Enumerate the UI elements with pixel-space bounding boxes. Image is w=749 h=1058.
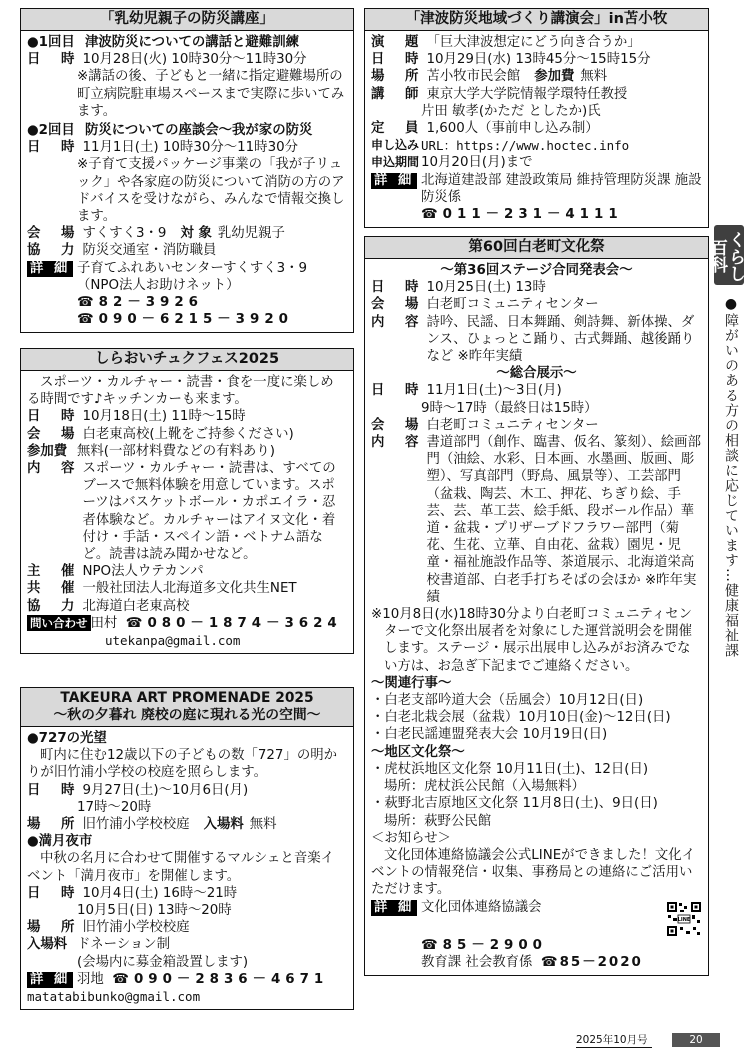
phone-number: ☎85－2900 xyxy=(421,937,547,953)
phone-number: ☎011－231－4111 xyxy=(421,207,623,223)
date-text: 10月18日(土) 11時～15時 xyxy=(82,409,246,425)
label: 会 場 xyxy=(27,226,83,242)
label: 演 題 xyxy=(371,35,427,50)
disaster-course-box xyxy=(20,8,354,333)
label: 共 催 xyxy=(27,581,83,597)
label: 入場料 xyxy=(27,937,68,953)
label: 会 場 xyxy=(27,426,83,442)
session-number: ●1回目 xyxy=(27,35,75,50)
label: 日 時 xyxy=(371,280,427,296)
label: 対 象 xyxy=(180,226,212,242)
label: 日 時 xyxy=(27,140,83,156)
info-text: 文化団体連絡協議会公式LINEができました！文化イベントの情報発信・収集、事務局との連絡にご活用いただけます。 xyxy=(371,847,696,898)
label: 講 師 xyxy=(371,86,427,102)
info-title: ＜お知らせ＞ xyxy=(371,830,451,846)
label: 日 時 xyxy=(27,782,83,798)
date-text: 11月1日(土)～3日(月) xyxy=(426,383,562,399)
detail-chip: 詳 細 xyxy=(371,900,417,916)
deadline-text: 10月20日(月)まで xyxy=(421,155,533,171)
side-notice-text: ●障がいのある方の相談に応じています…健康福祉課 xyxy=(723,296,739,658)
content-text: 詩吟、民謡、日本舞踊、剣詩舞、新体操、ダンス、ひょっとこ踊り、古式舞踊、越後踊り など ※昨年実績 xyxy=(426,314,695,365)
email-text: matatabibunko@gmail.com xyxy=(27,989,201,1005)
intro-text: 中秋の名月に合わせて開催するマルシェと音楽イベント「満月夜市」を開催します。 xyxy=(27,851,334,884)
list-item: ・萩野北吉原地区文化祭 11月8日(土)、9日(日) xyxy=(371,796,658,812)
fee-text: 無料 xyxy=(249,817,277,833)
place-text: 場所：萩野公民館 xyxy=(384,813,492,829)
fee-note: (会場内に募金箱設置します) xyxy=(77,954,249,970)
coop-text: 防災交通室・消防職員 xyxy=(82,243,217,259)
lecturer-text: 東京大学大学院情報学環特任教授 xyxy=(426,86,628,102)
event-title: ●727の光望 xyxy=(27,731,107,746)
phone-number: ☎85－2020 xyxy=(540,954,643,970)
contact-name: 羽地 xyxy=(77,971,104,987)
apply-url[interactable]: URL：https://www.hoctec.info xyxy=(421,138,630,154)
fee-text: 無料(一部材料費などの有料あり) xyxy=(77,443,275,459)
session-number: ●2回目 xyxy=(27,123,75,139)
label: 場 所 xyxy=(371,69,427,85)
page-number: 20 xyxy=(672,1033,720,1047)
fee-text: 無料 xyxy=(580,69,608,85)
label: 申込期間 xyxy=(371,155,420,170)
section-title: 「津波防災地域づくり講演会」in苫小牧 xyxy=(365,9,708,31)
list-item: ・白老民謡連盟発表大会 10月19日(日) xyxy=(371,727,608,743)
inquiry-chip: 問い合わせ xyxy=(27,615,91,631)
date-text: 10月5日(日) 13時～20時 xyxy=(77,903,232,919)
list-item: ・白老北栽会展（盆栽）10月10日(金)～12日(日) xyxy=(371,710,671,726)
label: 協 力 xyxy=(27,243,83,259)
contact-text: 教育課 社会教育係 xyxy=(421,954,533,970)
time-text: 17時～20時 xyxy=(77,799,152,815)
section-title: 「乳幼児親子の防災講座」 xyxy=(21,9,353,31)
label: 内 容 xyxy=(371,314,427,330)
category-tab: くらし百科 xyxy=(714,225,744,285)
related-title: ～関連行事～ xyxy=(371,675,452,691)
line-qr-code-icon[interactable] xyxy=(666,901,702,937)
contact-name: 田村 xyxy=(90,615,118,631)
label: 参加費 xyxy=(27,443,68,459)
contact-text: 北海道建設部 建設政策局 維持管理防災課 施設防災係 xyxy=(421,172,702,205)
contact-text: 子育てふれあいセンターすくすく3・9（NPO法人お助けネット） xyxy=(77,260,308,293)
phone-number: ☎080－1874－3624 xyxy=(125,615,342,631)
capacity-text: 1,600人（事前申し込み制） xyxy=(426,121,599,137)
culture-festival-box xyxy=(364,236,709,976)
label: 内 容 xyxy=(371,435,427,451)
label: 日 時 xyxy=(27,52,83,68)
phone-number: ☎090－2836－4671 xyxy=(112,971,329,987)
host-text: NPO法人ウテカンパ xyxy=(82,564,204,580)
venue-text: 白老町コミュニティセンター xyxy=(426,297,599,313)
note-text: ※講話の後、子どもと一緒に指定避難場所の町立病院駐車場スペースまで実際に歩いてみます。 xyxy=(77,69,345,119)
coop-text: 北海道白老東高校 xyxy=(82,598,190,614)
section-title: しらおいチュクフェス2025 xyxy=(21,349,353,371)
note-text: ※子育て支援パッケージ事業の「我が子リュック」や各家庭の防災について消防の方のアドバイスを受けながら、みんなで情報交換します。 xyxy=(77,157,345,225)
intro-text: スポーツ・カルチャー・読書・食を一度に楽しめる時間です♪キッチンカーも来ます。 xyxy=(27,375,334,408)
title-line: TAKEURA ART PROMENADE 2025 xyxy=(60,690,314,706)
detail-chip: 詳 細 xyxy=(371,173,417,189)
label: 参加費 xyxy=(534,69,575,85)
qr-label: LINE xyxy=(677,916,691,923)
label: 会 場 xyxy=(371,297,427,313)
email-text: utekanpa@gmail.com xyxy=(105,633,241,649)
session-title: 津波防災についての講話と避難訓練 xyxy=(85,35,299,50)
date-text: 10月4日(土) 16時～21時 xyxy=(82,885,238,901)
label: 主 催 xyxy=(27,564,83,580)
label: 内 容 xyxy=(27,461,83,477)
note-text: ※10月8日(水)18時30分より白老町コミュニティセンターで文化祭出展者を対象にした運営説明会を開催します。ステージ・展示出展申し込みがお済みでない方は、お急ぎ下記までご連絡ください。 xyxy=(371,607,692,674)
content-text: スポーツ・カルチャー・読書は、すべてのブースで無料体験を用意しています。スポーツはバスケットボール・カポエイラ・忍者体験など。カルチャーはアイヌ文化・着付け・手話・スペイン語・ベトナム語など。読書は読み聞かせなど。 xyxy=(82,461,336,563)
target-text: 乳幼児親子 xyxy=(217,226,285,242)
session-title: 防災についての座談会～我が家の防災 xyxy=(85,123,313,139)
detail-chip: 詳 細 xyxy=(27,261,73,277)
content-text: 書道部門（創作、臨書、仮名、篆刻）、絵画部門（油絵、水彩、日本画、水墨画、版画、彫塑）、写真部門（野鳥、風景等）、工芸部門（盆栽、陶芸、木工、押花、ちぎり絵、手芸、芸、革工芸、絵手紙、段ボール作品）華道・盆栽・プリザーブドフラワー部門（菊花、生花、立華、自由花、盆栽）園児・児童・福祉施設作品等、茶道展示、北海道栄高校書道部、白老手打ちそばの会ほか ※昨年実績 xyxy=(426,435,701,605)
event-title: ●満月夜市 xyxy=(27,834,93,850)
lecturer-name: 片田 敏孝(かただ としたか)氏 xyxy=(421,103,601,119)
place-text: 旧竹浦小学校校庭 xyxy=(82,920,190,936)
label: 日 時 xyxy=(27,885,83,901)
date-text: 9月27日(土)～10月6日(月) xyxy=(82,782,249,798)
detail-chip: 詳 細 xyxy=(27,972,73,988)
date-text: 10月29日(水) 13時45分～15時15分 xyxy=(426,52,651,68)
section-title: 第60回白老町文化祭 xyxy=(365,237,708,259)
date-text: 10月25日(土) 13時 xyxy=(426,280,546,296)
exhibit-title: ～総合展示～ xyxy=(496,366,577,382)
contact-text: 文化団体連絡協議会 xyxy=(421,899,542,915)
art-promenade-box xyxy=(20,687,354,1010)
section-title xyxy=(21,688,353,727)
issue-date: 2025年10月号 xyxy=(576,1033,652,1048)
label: 場 所 xyxy=(27,920,83,936)
label: 日 時 xyxy=(27,409,83,425)
list-item: ・白老支部吟道大会（岳風会）10月12日(日) xyxy=(371,693,644,709)
venue-text: 白老東高校(上靴をご持参ください) xyxy=(82,426,294,442)
label: 会 場 xyxy=(371,417,427,433)
theme-text: 「巨大津波想定にどう向き合うか」 xyxy=(426,35,641,50)
time-text: 9時～17時（最終日は15時） xyxy=(421,400,598,416)
phone-number: ☎82－3926 xyxy=(77,295,203,311)
regional-title: ～地区文化祭～ xyxy=(371,744,465,760)
place-text: 場所：虎杖浜公民館（入場無料） xyxy=(384,779,585,795)
date-text: 10月28日(火) 10時30分～11時30分 xyxy=(82,52,307,68)
venue-text: すくすく3・9 xyxy=(82,226,167,242)
venue-text: 白老町コミュニティセンター xyxy=(426,417,599,433)
place-text: 旧竹浦小学校校庭 xyxy=(82,817,190,833)
label: 日 時 xyxy=(371,383,427,399)
stage-title: ～第36回ステージ合同発表会～ xyxy=(440,263,633,278)
tsunami-lecture-box xyxy=(364,8,709,228)
festival-box xyxy=(20,348,354,654)
date-text: 11月1日(土) 10時30分～11時30分 xyxy=(82,140,298,156)
subtitle-line: ～秋の夕暮れ 廃校の庭に現れる光の空間～ xyxy=(53,707,321,723)
fee-text: ドネーション制 xyxy=(77,937,171,953)
intro-text: 町内に住む12歳以下の子どもの数「727」の明かりが旧竹浦小学校の校庭を照らします。 xyxy=(27,748,338,781)
list-item: ・虎杖浜地区文化祭 10月11日(土)、12日(日) xyxy=(371,761,649,777)
label: 日 時 xyxy=(371,52,427,68)
label: 場 所 xyxy=(27,817,83,833)
label: 定 員 xyxy=(371,121,427,137)
phone-number: ☎090－6215－3920 xyxy=(77,312,293,328)
place-text: 苫小牧市民会館 xyxy=(426,69,521,85)
cohost-text: 一般社団法人北海道多文化共生NET xyxy=(82,581,297,597)
label: 申し込み xyxy=(371,138,420,153)
label: 入場料 xyxy=(203,817,244,833)
label: 協 力 xyxy=(27,598,83,614)
